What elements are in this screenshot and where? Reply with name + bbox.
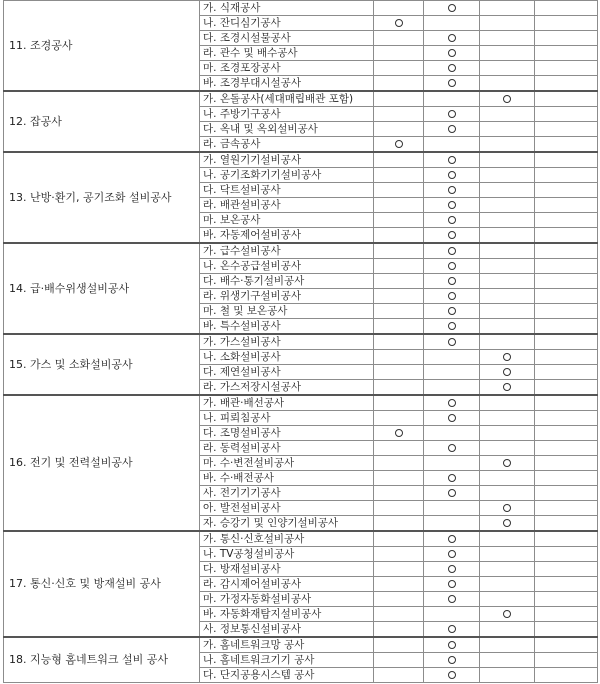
mark-cell	[535, 516, 598, 532]
mark-cell	[480, 152, 535, 168]
mark-cell	[374, 61, 424, 76]
mark-cell	[535, 46, 598, 61]
mark-cell	[424, 637, 480, 653]
mark-cell	[480, 91, 535, 107]
item-label: 마. 수·변전설비공사	[200, 456, 374, 471]
item-label: 나. 온수공급설비공사	[200, 259, 374, 274]
mark-cell	[480, 259, 535, 274]
circle-mark-icon	[448, 34, 456, 42]
item-label: 마. 조경포장공사	[200, 61, 374, 76]
mark-cell	[374, 471, 424, 486]
mark-cell	[424, 501, 480, 516]
mark-cell	[535, 31, 598, 46]
mark-cell	[374, 516, 424, 532]
circle-mark-icon	[448, 64, 456, 72]
mark-cell	[424, 168, 480, 183]
mark-cell	[480, 577, 535, 592]
circle-mark-icon	[395, 140, 403, 148]
mark-cell	[535, 653, 598, 668]
mark-cell	[374, 274, 424, 289]
mark-cell	[374, 31, 424, 46]
mark-cell	[535, 577, 598, 592]
mark-cell	[535, 243, 598, 259]
mark-cell	[424, 531, 480, 547]
mark-cell	[424, 380, 480, 396]
table-row	[4, 334, 598, 350]
circle-mark-icon	[448, 656, 456, 664]
mark-cell	[374, 1, 424, 16]
circle-mark-icon	[395, 19, 403, 27]
circle-mark-icon	[503, 504, 511, 512]
mark-cell	[374, 607, 424, 622]
mark-cell	[480, 334, 535, 350]
mark-cell	[535, 395, 598, 411]
item-label: 다. 방재설비공사	[200, 562, 374, 577]
item-label: 아. 발전설비공사	[200, 501, 374, 516]
mark-cell	[535, 562, 598, 577]
item-label: 다. 조경시설물공사	[200, 31, 374, 46]
mark-cell	[424, 334, 480, 350]
circle-mark-icon	[448, 474, 456, 482]
circle-mark-icon	[448, 247, 456, 255]
mark-cell	[424, 607, 480, 622]
item-label: 가. 홈네트워크망 공사	[200, 637, 374, 653]
item-label: 가. 열원기기설비공사	[200, 152, 374, 168]
mark-cell	[535, 259, 598, 274]
mark-cell	[480, 380, 535, 396]
mark-cell	[535, 274, 598, 289]
mark-cell	[374, 441, 424, 456]
group-name: 14. 급·배수위생설비공사	[4, 243, 200, 334]
item-label: 가. 온돌공사(세대매립배관 포함)	[200, 91, 374, 107]
mark-cell	[535, 441, 598, 456]
mark-cell	[480, 319, 535, 335]
mark-cell	[424, 1, 480, 16]
mark-cell	[480, 653, 535, 668]
mark-cell	[480, 622, 535, 638]
mark-cell	[424, 228, 480, 244]
item-label: 다. 닥트설비공사	[200, 183, 374, 198]
mark-cell	[480, 486, 535, 501]
mark-cell	[480, 76, 535, 92]
circle-mark-icon	[448, 292, 456, 300]
mark-cell	[480, 289, 535, 304]
item-label: 다. 단지공용시스템 공사	[200, 668, 374, 683]
warranty-table	[3, 0, 598, 683]
mark-cell	[424, 365, 480, 380]
item-label: 나. 소화설비공사	[200, 350, 374, 365]
mark-cell	[424, 577, 480, 592]
item-label: 마. 보온공사	[200, 213, 374, 228]
mark-cell	[535, 607, 598, 622]
mark-cell	[480, 274, 535, 289]
mark-cell	[535, 471, 598, 486]
mark-cell	[535, 456, 598, 471]
mark-cell	[424, 562, 480, 577]
circle-mark-icon	[503, 459, 511, 467]
mark-cell	[535, 198, 598, 213]
mark-cell	[374, 228, 424, 244]
item-label: 다. 조명설비공사	[200, 426, 374, 441]
item-label: 사. 정보통신설비공사	[200, 622, 374, 638]
mark-cell	[424, 289, 480, 304]
mark-cell	[424, 274, 480, 289]
mark-cell	[374, 76, 424, 92]
item-label: 다. 옥내 및 옥외설비공사	[200, 122, 374, 137]
mark-cell	[424, 350, 480, 365]
mark-cell	[480, 501, 535, 516]
item-label: 라. 감시제어설비공사	[200, 577, 374, 592]
mark-cell	[424, 653, 480, 668]
mark-cell	[424, 426, 480, 441]
mark-cell	[374, 365, 424, 380]
mark-cell	[374, 592, 424, 607]
mark-cell	[424, 137, 480, 153]
mark-cell	[480, 516, 535, 532]
mark-cell	[480, 31, 535, 46]
group-name: 18. 지능형 홈네트워크 설비 공사	[4, 637, 200, 683]
item-label: 나. 잔디심기공사	[200, 16, 374, 31]
mark-cell	[535, 622, 598, 638]
mark-cell	[424, 259, 480, 274]
mark-cell	[535, 501, 598, 516]
mark-cell	[535, 228, 598, 244]
circle-mark-icon	[448, 580, 456, 588]
circle-mark-icon	[448, 307, 456, 315]
mark-cell	[424, 61, 480, 76]
mark-cell	[535, 137, 598, 153]
mark-cell	[424, 152, 480, 168]
mark-cell	[374, 637, 424, 653]
table-row	[4, 91, 598, 107]
mark-cell	[374, 456, 424, 471]
item-label: 나. 홈네트워크기기 공사	[200, 653, 374, 668]
circle-mark-icon	[448, 79, 456, 87]
mark-cell	[480, 668, 535, 683]
mark-cell	[480, 1, 535, 16]
item-label: 나. 피뢰침공사	[200, 411, 374, 426]
mark-cell	[374, 183, 424, 198]
group-name: 16. 전기 및 전력설비공사	[4, 395, 200, 531]
mark-cell	[424, 198, 480, 213]
circle-mark-icon	[448, 414, 456, 422]
mark-cell	[374, 411, 424, 426]
circle-mark-icon	[503, 519, 511, 527]
mark-cell	[424, 31, 480, 46]
mark-cell	[480, 471, 535, 486]
mark-cell	[374, 122, 424, 137]
mark-cell	[480, 395, 535, 411]
group-name: 12. 잡공사	[4, 91, 200, 152]
mark-cell	[535, 531, 598, 547]
circle-mark-icon	[448, 231, 456, 239]
mark-cell	[374, 334, 424, 350]
mark-cell	[535, 1, 598, 16]
mark-cell	[374, 304, 424, 319]
mark-cell	[374, 168, 424, 183]
mark-cell	[374, 486, 424, 501]
circle-mark-icon	[503, 383, 511, 391]
mark-cell	[480, 122, 535, 137]
group-name: 15. 가스 및 소화설비공사	[4, 334, 200, 395]
mark-cell	[480, 213, 535, 228]
item-label: 가. 배관·배선공사	[200, 395, 374, 411]
mark-cell	[480, 426, 535, 441]
mark-cell	[374, 577, 424, 592]
item-label: 다. 배수·통기설비공사	[200, 274, 374, 289]
item-label: 바. 조경부대시설공사	[200, 76, 374, 92]
circle-mark-icon	[448, 110, 456, 118]
mark-cell	[535, 486, 598, 501]
item-label: 가. 식재공사	[200, 1, 374, 16]
circle-mark-icon	[448, 595, 456, 603]
mark-cell	[480, 304, 535, 319]
table-row	[4, 395, 598, 411]
mark-cell	[480, 243, 535, 259]
circle-mark-icon	[448, 338, 456, 346]
mark-cell	[480, 531, 535, 547]
mark-cell	[374, 622, 424, 638]
circle-mark-icon	[448, 262, 456, 270]
mark-cell	[535, 289, 598, 304]
mark-cell	[374, 213, 424, 228]
mark-cell	[535, 350, 598, 365]
item-label: 라. 동력설비공사	[200, 441, 374, 456]
mark-cell	[480, 137, 535, 153]
mark-cell	[424, 319, 480, 335]
mark-cell	[480, 350, 535, 365]
mark-cell	[480, 411, 535, 426]
table-body	[4, 1, 598, 683]
mark-cell	[480, 228, 535, 244]
mark-cell	[374, 243, 424, 259]
circle-mark-icon	[448, 550, 456, 558]
item-label: 가. 가스설비공사	[200, 334, 374, 350]
mark-cell	[424, 183, 480, 198]
mark-cell	[535, 426, 598, 441]
circle-mark-icon	[448, 125, 456, 133]
mark-cell	[424, 107, 480, 122]
circle-mark-icon	[448, 322, 456, 330]
item-label: 라. 위생기구설비공사	[200, 289, 374, 304]
item-label: 다. 제연설비공사	[200, 365, 374, 380]
item-label: 라. 금속공사	[200, 137, 374, 153]
mark-cell	[535, 411, 598, 426]
item-label: 바. 특수설비공사	[200, 319, 374, 335]
item-label: 바. 수·배전공사	[200, 471, 374, 486]
mark-cell	[424, 471, 480, 486]
mark-cell	[424, 411, 480, 426]
mark-cell	[424, 243, 480, 259]
mark-cell	[374, 319, 424, 335]
mark-cell	[424, 91, 480, 107]
item-label: 나. TV공청설비공사	[200, 547, 374, 562]
mark-cell	[535, 91, 598, 107]
mark-cell	[535, 76, 598, 92]
mark-cell	[374, 16, 424, 31]
circle-mark-icon	[448, 489, 456, 497]
mark-cell	[374, 426, 424, 441]
mark-cell	[374, 668, 424, 683]
mark-cell	[480, 107, 535, 122]
mark-cell	[424, 76, 480, 92]
circle-mark-icon	[395, 429, 403, 437]
mark-cell	[374, 289, 424, 304]
circle-mark-icon	[448, 49, 456, 57]
mark-cell	[535, 213, 598, 228]
mark-cell	[480, 168, 535, 183]
item-label: 바. 자동화재탐지설비공사	[200, 607, 374, 622]
mark-cell	[374, 395, 424, 411]
item-label: 바. 자동제어설비공사	[200, 228, 374, 244]
circle-mark-icon	[448, 444, 456, 452]
table-row	[4, 152, 598, 168]
mark-cell	[480, 16, 535, 31]
item-label: 나. 주방기구공사	[200, 107, 374, 122]
mark-cell	[480, 637, 535, 653]
circle-mark-icon	[503, 353, 511, 361]
mark-cell	[424, 456, 480, 471]
circle-mark-icon	[448, 671, 456, 679]
item-label: 라. 가스저장시설공사	[200, 380, 374, 396]
item-label: 라. 배관설비공사	[200, 198, 374, 213]
mark-cell	[374, 350, 424, 365]
mark-cell	[424, 122, 480, 137]
circle-mark-icon	[448, 186, 456, 194]
item-label: 자. 승강기 및 인양기설비공사	[200, 516, 374, 532]
circle-mark-icon	[448, 277, 456, 285]
group-name: 13. 난방·환기, 공기조화 설비공사	[4, 152, 200, 243]
circle-mark-icon	[448, 565, 456, 573]
mark-cell	[424, 395, 480, 411]
mark-cell	[424, 622, 480, 638]
circle-mark-icon	[448, 535, 456, 543]
mark-cell	[480, 547, 535, 562]
mark-cell	[424, 46, 480, 61]
mark-cell	[374, 107, 424, 122]
mark-cell	[480, 61, 535, 76]
mark-cell	[424, 592, 480, 607]
mark-cell	[424, 441, 480, 456]
mark-cell	[535, 365, 598, 380]
circle-mark-icon	[448, 201, 456, 209]
mark-cell	[480, 198, 535, 213]
circle-mark-icon	[448, 156, 456, 164]
group-name: 11. 조경공사	[4, 1, 200, 92]
mark-cell	[374, 531, 424, 547]
circle-mark-icon	[448, 625, 456, 633]
item-label: 마. 철 및 보온공사	[200, 304, 374, 319]
circle-mark-icon	[448, 216, 456, 224]
mark-cell	[535, 668, 598, 683]
mark-cell	[535, 168, 598, 183]
circle-mark-icon	[448, 641, 456, 649]
mark-cell	[374, 198, 424, 213]
mark-cell	[424, 516, 480, 532]
mark-cell	[480, 456, 535, 471]
mark-cell	[374, 46, 424, 61]
mark-cell	[535, 61, 598, 76]
mark-cell	[480, 607, 535, 622]
mark-cell	[535, 16, 598, 31]
item-label: 라. 관수 및 배수공사	[200, 46, 374, 61]
mark-cell	[374, 152, 424, 168]
mark-cell	[535, 107, 598, 122]
mark-cell	[535, 547, 598, 562]
mark-cell	[535, 304, 598, 319]
table-row	[4, 243, 598, 259]
mark-cell	[424, 304, 480, 319]
mark-cell	[374, 137, 424, 153]
mark-cell	[535, 334, 598, 350]
circle-mark-icon	[503, 610, 511, 618]
table-row	[4, 1, 598, 16]
mark-cell	[424, 213, 480, 228]
mark-cell	[424, 16, 480, 31]
table-row	[4, 531, 598, 547]
mark-cell	[480, 562, 535, 577]
mark-cell	[535, 183, 598, 198]
circle-mark-icon	[448, 171, 456, 179]
mark-cell	[374, 380, 424, 396]
mark-cell	[535, 380, 598, 396]
mark-cell	[535, 319, 598, 335]
mark-cell	[480, 46, 535, 61]
mark-cell	[424, 547, 480, 562]
group-name: 17. 통신·신호 및 방재설비 공사	[4, 531, 200, 637]
mark-cell	[374, 501, 424, 516]
circle-mark-icon	[448, 399, 456, 407]
circle-mark-icon	[448, 4, 456, 12]
item-label: 사. 전기기기공사	[200, 486, 374, 501]
circle-mark-icon	[503, 95, 511, 103]
mark-cell	[424, 668, 480, 683]
mark-cell	[535, 637, 598, 653]
mark-cell	[374, 547, 424, 562]
mark-cell	[535, 122, 598, 137]
mark-cell	[424, 486, 480, 501]
mark-cell	[480, 365, 535, 380]
table-row	[4, 637, 598, 653]
item-label: 마. 가정자동화설비공사	[200, 592, 374, 607]
mark-cell	[480, 183, 535, 198]
mark-cell	[535, 152, 598, 168]
mark-cell	[374, 653, 424, 668]
circle-mark-icon	[503, 368, 511, 376]
mark-cell	[535, 592, 598, 607]
item-label: 가. 통신·신호설비공사	[200, 531, 374, 547]
mark-cell	[374, 259, 424, 274]
mark-cell	[374, 562, 424, 577]
mark-cell	[480, 441, 535, 456]
item-label: 나. 공기조화기기설비공사	[200, 168, 374, 183]
mark-cell	[374, 91, 424, 107]
item-label: 가. 급수설비공사	[200, 243, 374, 259]
mark-cell	[480, 592, 535, 607]
